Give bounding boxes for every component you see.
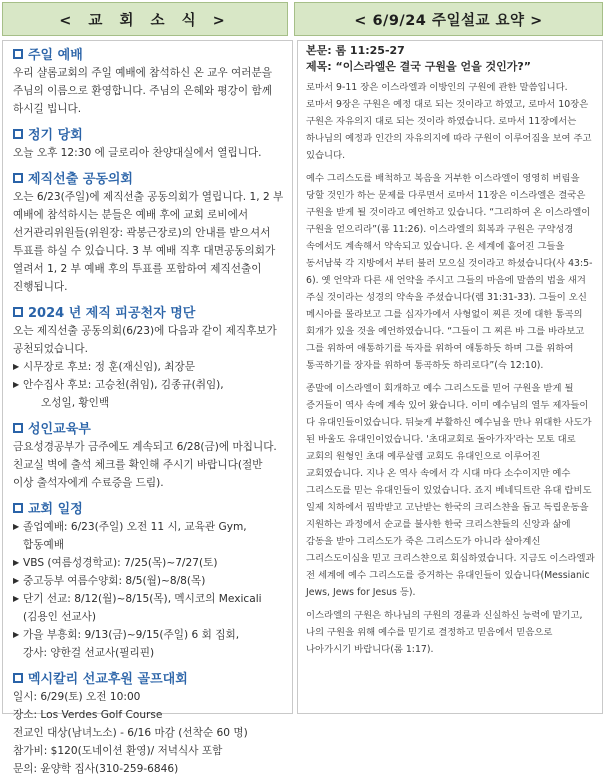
list-item-continuation: 오성일, 황인백 <box>41 397 110 409</box>
section-body <box>13 688 284 778</box>
square-bullet-icon <box>13 423 23 433</box>
square-bullet-icon <box>13 673 23 683</box>
section-body <box>13 518 284 662</box>
golf-section <box>13 667 284 778</box>
section-body: 오는 6/23(주일)에 제직선출 공동의회가 열립니다. 1, 2 부 예배에 참석하시는 분들은 예배 후에 교회 로비에서 선거관리위원들(위원장: 곽봉근장로)의 안내를 받으셔서 투표를 하실 수 있습니다. 3 부 예배 직후 대면공동의회가 열려서 1, 2 부 예배 후의 투표를 포함하여 제직선출이 진행됩니다. <box>13 191 284 293</box>
sermon-scripture: 본문: 롬 11:25-27 <box>306 44 405 57</box>
triangle-bullet-icon: ▶ <box>13 380 20 389</box>
section-title: 2024 년 제직 피공천자 명단 <box>13 301 284 322</box>
candidates-section <box>13 301 284 412</box>
sermon-paragraph: 예수 그리스도를 배척하고 복음을 거부한 이스라엘이 영영히 버림을 당할 것인가 하는 문제를 다루면서 로마서 11장은 이스라엘은 결국은 구원을 받게 될 것이라고 예언하고 있습니다. “그리하여 온 이스라엘이 구원을 얻으리라”(롬 11:26). 이스라엘의 회복과 구원은 구약성경 속에서도 계속해서 약속되고 있습니다. 온 세계에 흩어진 그들을 동서남북 각 지방에서 부터 불러 모으실 것이라고 하셨습니다(사 43:5-6). 옛 언약과 다른 새 언약을 주시고 그들의 마음에 말씀의 법을 새겨 주실 것이라는 성경의 약속을 주셨습니다(렘 31:31-33). 그들이 오신 메시아를 몰라보고 그를 십자가에서 사형없이 찌른 것에 대한 통곡의 회개가 있을 것을 예언하였습니다. “그들이 그 찌른 바 그를 바라보고 그를 위하여 애통하기를 독자를 위하여 애통하듯 하며 그를 위하여 통곡하기를 장자를 위하여 통곡하듯 하리로다”(슥 12:10). <box>306 173 593 371</box>
church-news-header: < 교 회 소 식 > <box>2 2 288 36</box>
golf-line: 일시: 6/29(토) 오전 10:00 <box>13 691 141 703</box>
list-item: ▶ 중고등부 여름수양회: 8/5(월)~8/8(목) <box>13 572 284 590</box>
section-title: 멕시칼리 선교후원 골프대회 <box>13 667 284 688</box>
square-bullet-icon <box>13 173 23 183</box>
triangle-bullet-icon: ▶ <box>13 576 20 585</box>
schedule-section <box>13 497 284 662</box>
section-body: 금요성경공부가 금주에도 계속되고 6/28(금)에 마칩니다. 친교실 벽에 출석 체크를 확인해 주시기 바랍니다(절반 이상 출석자에게 수료증을 드림). <box>13 441 277 489</box>
list-item: ▶ 시무장로 후보: 정 훈(재신임), 최장문 <box>13 358 284 376</box>
section-title: 주일 예배 <box>13 43 284 64</box>
section-body: 오늘 오후 12:30 에 글로리아 찬양대실에서 열립니다. <box>13 147 262 159</box>
sermon-paragraph: 로마서 9-11 장은 이스라엘과 이방인의 구원에 관한 말씀입니다. 로마서 9장은 구원은 예정 대로 되는 것이라고 하였고, 로마서 10장은 구원은 자유의지 대로 되는 것이라 하였습니다. 로마서 11장에서는 하나님의 예정과 인간의 자유의지에 따라 구원이 이루어짐을 보여 주고 있습니다. <box>306 82 592 161</box>
list-item: ▶ 안수집사 후보: 고승천(취임), 김종규(취임), <box>13 376 284 394</box>
square-bullet-icon <box>13 503 23 513</box>
section-body <box>13 322 284 412</box>
page-header <box>2 2 603 36</box>
square-bullet-icon <box>13 49 23 59</box>
sermon-title: 제목: “이스라엘은 결국 구원을 얻을 것인가?” <box>306 60 532 73</box>
list-item: ▶ VBS (여름성경학교): 7/25(목)~7/27(토) <box>13 554 284 572</box>
golf-line: 참가비: $120(도네이션 환영)/ 저녁식사 포함 <box>13 745 223 757</box>
triangle-bullet-icon: ▶ <box>13 362 20 371</box>
adult-education-section <box>13 417 284 492</box>
golf-line: 문의: 윤양학 집사(310-259-6846) <box>13 763 179 775</box>
list-item: ▶ 단기 선교: 8/12(월)~8/15(목), 멕시코의 Mexicali <box>13 590 284 608</box>
triangle-bullet-icon: ▶ <box>13 522 20 531</box>
triangle-bullet-icon: ▶ <box>13 594 20 603</box>
nomination-section <box>13 167 284 296</box>
list-item-continuation: 강사: 양한걸 선교사(필리핀) <box>23 647 155 659</box>
worship-section <box>13 43 284 118</box>
section-title: 정기 당회 <box>13 123 284 144</box>
golf-line: 전교인 대상(남녀노소) - 6/16 마감 (선착순 60 명) <box>13 727 248 739</box>
sermon-summary-header: < 6/9/24 주일설교 요약 > <box>294 2 603 36</box>
list-item-continuation: (김용인 선교사) <box>23 611 97 623</box>
sermon-summary-column <box>297 40 603 714</box>
section-title: 제직선출 공동의회 <box>13 167 284 188</box>
list-item: ▶ 가을 부흥회: 9/13(금)~9/15(주일) 6 회 집회, <box>13 626 284 644</box>
golf-line: 장소: Los Verdes Golf Course <box>13 709 163 721</box>
regular-meeting-section <box>13 123 284 162</box>
sermon-paragraph: 이스라엘의 구원은 하나님의 구원의 경륜과 신실하신 능력에 맡기고, 나의 구원을 위해 예수를 믿기로 결정하고 믿음에서 믿음으로 나아가시기 바랍니다(롬 1:17). <box>306 610 583 655</box>
section-title: 교회 일정 <box>13 497 284 518</box>
list-item: ▶ 졸업예배: 6/23(주일) 오전 11 시, 교육관 Gym, 합동예배 <box>13 518 284 554</box>
candidates-intro: 오는 제직선출 공동의회(6/23)에 다음과 같이 제직후보가 공천되었습니다. <box>13 325 277 355</box>
square-bullet-icon <box>13 129 23 139</box>
triangle-bullet-icon: ▶ <box>13 558 20 567</box>
sermon-paragraph: 종말에 이스라엘이 회개하고 예수 그리스도를 믿어 구원을 받게 될 증거들이 역사 속에 계속 있어 왔습니다. 이미 예수님의 열두 제자들이 다 유대인들이었습니다. 뒤늦게 부활하신 예수님을 만나 위대한 사도가 된 바울도 유대인이었습니다. '초대교회로 돌아가자'라는 모토 대로 교회의 원형인 초대 예루살렘 교회도 유대인으로 이루어진 교회였습니다. 지나 온 역사 속에서 각 시대 마다 소수이지만 예수 그리스도를 믿는 유대인들이 있었습니다. 죠지 베네딕트란 유대 랍비도 일제 치하에서 핍박받고 고난받는 한국의 크리스챤을 돕고 독립운동을 지원하는 과정에서 순교를 불사한 한국 크리스챤들의 신앙과 삶에 감동을 받아 그리스도가 죽은 그리스도가 아니라 살아계신 그리스도이심을 믿고 크리스챤으로 회심하였습니다. 지금도 이스라엘과 전 세계에 예수 그리스도를 증거하는 유대인들이 있습니다(Messianic Jews, Jews for Jesus 등). <box>306 383 595 598</box>
square-bullet-icon <box>13 307 23 317</box>
church-news-column <box>2 40 293 775</box>
triangle-bullet-icon: ▶ <box>13 630 20 639</box>
section-title: 성인교육부 <box>13 417 284 438</box>
section-body: 우리 샬롬교회의 주일 예배에 참석하신 온 교우 여러분을 주님의 이름으로 환영합니다. 주님의 은혜와 평강이 함께 하시길 빕니다. <box>13 67 272 115</box>
